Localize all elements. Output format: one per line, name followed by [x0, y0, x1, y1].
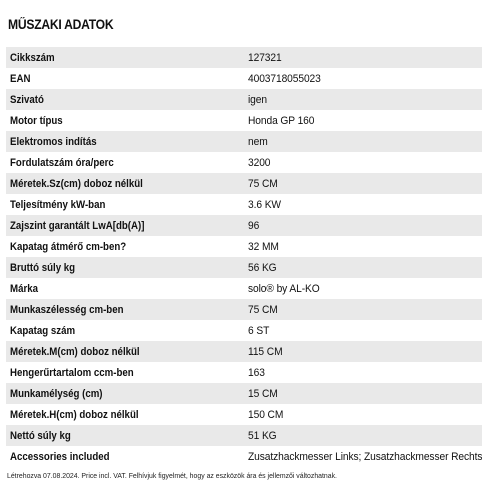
- row-label: Kapatag szám: [10, 324, 76, 337]
- row-value: 56 KG: [248, 261, 277, 274]
- table-row: [6, 110, 482, 131]
- table-row: [6, 404, 482, 425]
- table-row: [6, 47, 482, 68]
- row-value: 51 KG: [248, 429, 277, 442]
- row-value: 15 CM: [248, 387, 278, 400]
- row-label: Kapatag átmérő cm-ben?: [10, 240, 127, 253]
- table-row: [6, 173, 482, 194]
- row-value: 3200: [248, 156, 271, 169]
- row-label: EAN: [10, 72, 31, 85]
- row-label: Márka: [10, 282, 38, 295]
- row-value: 32 MM: [248, 240, 279, 253]
- row-label: Nettó súly kg: [10, 429, 71, 442]
- row-value: nem: [248, 135, 268, 148]
- row-value: 163: [248, 366, 265, 379]
- row-label: Méretek.H(cm) doboz nélkül: [10, 408, 139, 421]
- row-value: solo® by AL-KO: [248, 282, 320, 295]
- row-label: Méretek.M(cm) doboz nélkül: [10, 345, 140, 358]
- row-label: Zajszint garantált LwA[db(A)]: [10, 219, 145, 232]
- row-label: Fordulatszám óra/perc: [10, 156, 114, 169]
- row-label: Cikkszám: [10, 51, 55, 64]
- table-row: [6, 299, 482, 320]
- table-row: [6, 362, 482, 383]
- table-row: [6, 194, 482, 215]
- row-value: 4003718055023: [248, 72, 321, 85]
- row-value: 3.6 KW: [248, 198, 281, 211]
- row-value: 75 CM: [248, 177, 278, 190]
- row-value: igen: [248, 93, 267, 106]
- row-value: Honda GP 160: [248, 114, 315, 127]
- table-row: [6, 446, 482, 467]
- row-value: 96: [248, 219, 260, 232]
- spec-table: [6, 47, 482, 467]
- row-label: Elektromos indítás: [10, 135, 97, 148]
- row-value: 150 CM: [248, 408, 284, 421]
- table-row: [6, 236, 482, 257]
- table-row: [6, 152, 482, 173]
- table-row: [6, 257, 482, 278]
- row-value: 115 CM: [248, 345, 283, 358]
- table-row: [6, 320, 482, 341]
- table-row: [6, 341, 482, 362]
- section-title: MŰSZAKI ADATOK: [8, 17, 114, 32]
- row-label: Munkamélység (cm): [10, 387, 103, 400]
- row-label: Hengerűrtartalom ccm-ben: [10, 366, 134, 379]
- table-row: [6, 215, 482, 236]
- table-row: [6, 131, 482, 152]
- row-value: 75 CM: [248, 303, 278, 316]
- row-value: 6 ST: [248, 324, 270, 337]
- row-label: Munkaszélesség cm-ben: [10, 303, 124, 316]
- row-label: Méretek.Sz(cm) doboz nélkül: [10, 177, 143, 190]
- row-value: 127321: [248, 51, 282, 64]
- table-row: [6, 383, 482, 404]
- row-label: Teljesítmény kW-ban: [10, 198, 106, 211]
- table-row: [6, 278, 482, 299]
- table-row: [6, 425, 482, 446]
- footer-note: Létrehozva 07.08.2024. Price incl. VAT. Felhívjuk figyelmét, hogy az eszközök ára és jellemzői változhatnak.: [7, 471, 337, 480]
- row-label: Szivató: [10, 93, 44, 106]
- row-label: Bruttó súly kg: [10, 261, 76, 274]
- row-label: Motor típus: [10, 114, 63, 127]
- row-label: Accessories included: [10, 450, 110, 463]
- table-row: [6, 89, 482, 110]
- table-row: [6, 68, 482, 89]
- row-value: Zusatzhackmesser Links; Zusatzhackmesser Rechts: [248, 450, 482, 463]
